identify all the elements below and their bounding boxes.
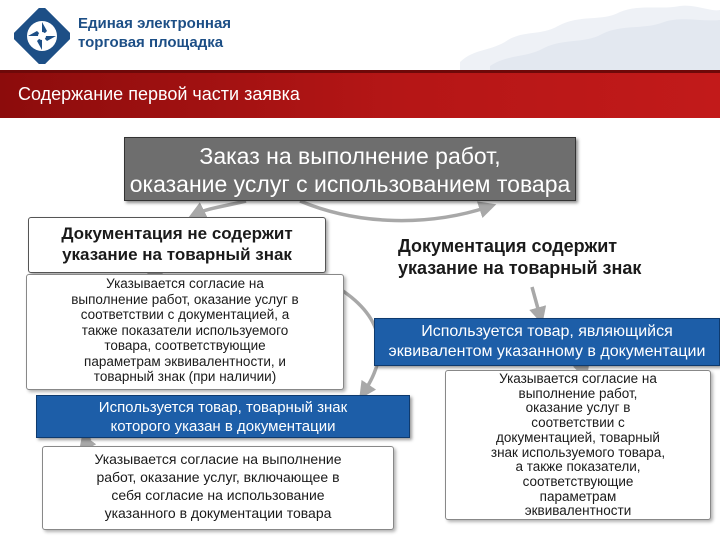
left-heading-line-2: указание на товарный знак (62, 245, 292, 264)
left-bottom-line: себя согласие на использование (111, 487, 325, 503)
right-desc-line: документацией, товарный (496, 429, 660, 445)
main-box-line-1: Заказ на выполнение работ, (199, 143, 501, 169)
main-box-goods-usage (124, 137, 576, 201)
left-desc-line: товарный знак (при наличии) (93, 369, 277, 384)
right-branch-blue-box (374, 318, 720, 366)
arrow-left-blue-to-bottom (84, 438, 90, 446)
right-desc-line: а также показатели, (515, 459, 641, 475)
left-bottom-line: Указывается согласие на выполнение (94, 451, 342, 467)
left-blue-line-2: которого указан в документации (110, 418, 336, 435)
logo-line-1: Единая электронная (78, 15, 232, 32)
left-bottom-line: работ, оказание услуг, включающее в (96, 469, 340, 485)
right-desc-line: Указывается согласие на (499, 371, 657, 386)
right-branch-description (445, 370, 711, 520)
logo-line-2: торговая площадка (78, 34, 224, 51)
right-desc-line: параметрам (539, 488, 617, 504)
arrow-main-to-right (300, 201, 488, 221)
slide-title: Содержание первой части заявка (18, 84, 300, 104)
left-desc-line: товара, соответствующие (104, 338, 266, 353)
right-blue-line-2: эквивалентом указанному в документации (388, 343, 706, 360)
right-heading-line-1: Документация содержит (398, 236, 618, 256)
main-box-line-2: оказание услуг с использованием товара (129, 171, 571, 197)
right-heading-line-2: указание на товарный знак (398, 258, 642, 278)
right-blue-line-1: Используется товар, являющийся (421, 323, 673, 340)
left-desc-line: соответствии с документацией, а (80, 307, 290, 322)
left-bottom-line: указанного в документации товара (104, 505, 332, 521)
right-desc-line: соответствующие (522, 473, 634, 489)
left-branch-bottom-box (42, 446, 394, 530)
right-desc-line: эквивалентности (524, 503, 632, 519)
right-desc-line: соответствии с (531, 415, 625, 431)
arrow-main-to-left (196, 201, 246, 214)
right-desc-line: выполнение работ, (518, 385, 638, 401)
left-branch-description (26, 274, 344, 390)
right-desc-line: оказание услуг в (525, 400, 631, 416)
left-heading-line-1: Документация не содержит (61, 224, 293, 243)
left-desc-line: также показатели используемого (81, 322, 289, 338)
arrow-right-head-to-blue (532, 287, 540, 316)
left-branch-heading (28, 217, 326, 273)
left-desc-line: параметрам эквивалентности, и (84, 353, 286, 369)
left-blue-line-1: Используется товар, товарный знак (98, 399, 348, 416)
right-desc-line: знак используемого товара, (490, 444, 666, 460)
left-desc-line: Указывается согласие на (106, 276, 264, 291)
right-branch-heading (390, 229, 720, 285)
left-branch-blue-box (36, 395, 410, 438)
left-desc-line: выполнение работ, оказание услуг в (71, 291, 299, 307)
